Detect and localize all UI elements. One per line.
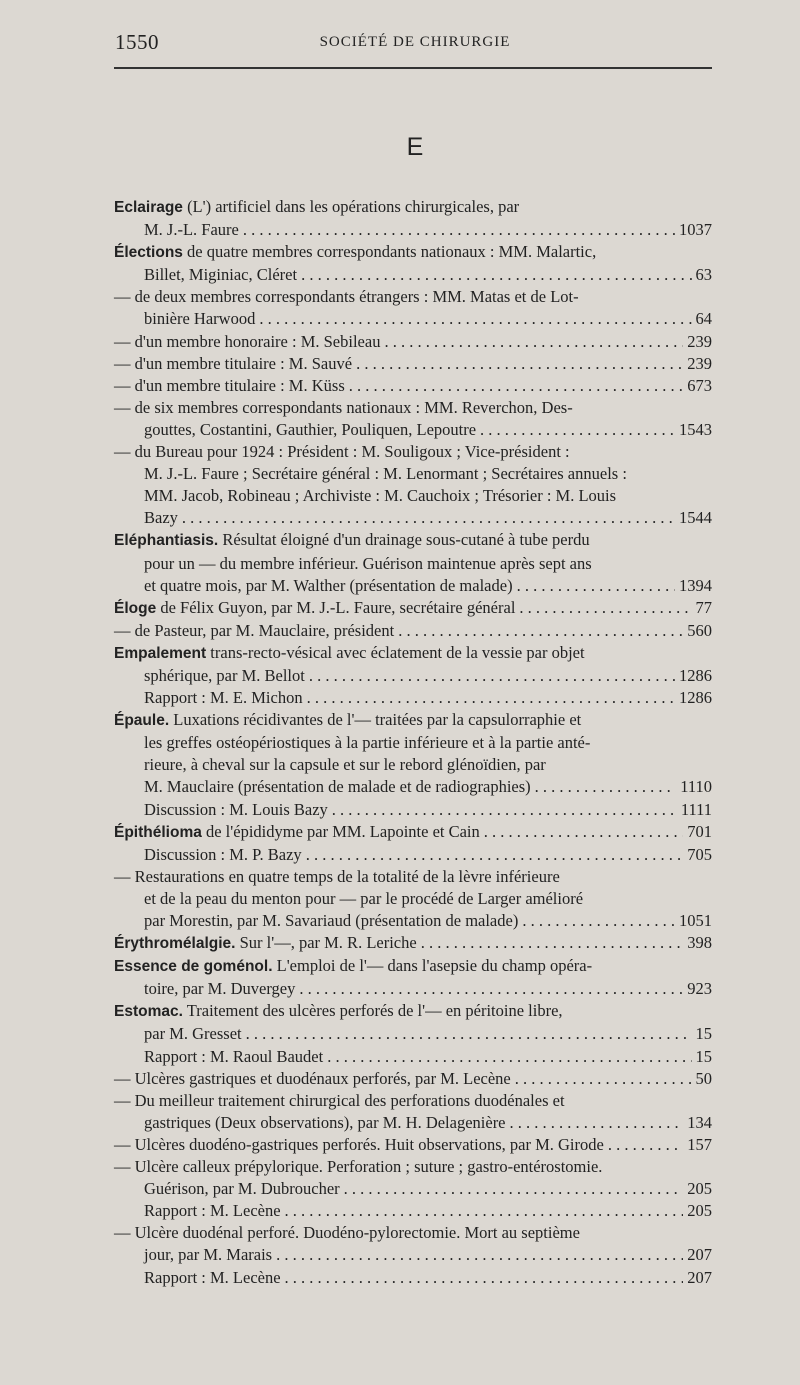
- entry-line: M. J.-L. Faure ; Secrétaire général : M. Lenormant ; Secrétaires annuels :: [144, 464, 627, 484]
- running-head: SOCIÉTÉ DE CHIRURGIE: [319, 34, 511, 50]
- page-ref: 134: [687, 1112, 712, 1132]
- page-ref: 560: [687, 620, 712, 640]
- index-entry: [114, 844, 712, 866]
- entry-text: Rapport : M. E. Michon: [144, 688, 303, 708]
- entry-last-line: [114, 932, 712, 955]
- index-entry: [114, 1267, 712, 1289]
- entry-last-line: [114, 910, 712, 932]
- entry-last-line: [114, 507, 712, 529]
- index-entry: [114, 1222, 712, 1266]
- entry-line: pour un — du membre inférieur. Guérison maintenue après sept ans: [144, 553, 592, 573]
- entry-text: — de Pasteur, par M. Mauclaire, président: [114, 620, 395, 640]
- entry-last-line: [114, 575, 712, 597]
- entry-last-line: [114, 1023, 712, 1045]
- entry-line: — Ulcère duodénal perforé. Duodéno-pylorectomie. Mort au septième: [114, 1223, 580, 1243]
- dot-leader: [309, 665, 675, 687]
- dot-leader: [243, 219, 675, 241]
- index-entry: [114, 1046, 712, 1068]
- index-entry: [114, 821, 712, 844]
- entry-last-line: [144, 1200, 712, 1222]
- index-entry: [114, 955, 712, 1000]
- page-ref: 701: [687, 821, 712, 841]
- index-entry: [114, 932, 712, 955]
- entry-last-line: [114, 308, 712, 330]
- dot-leader: [285, 1267, 684, 1289]
- page-ref: 205: [687, 1201, 712, 1221]
- index-entry: [114, 241, 712, 286]
- index-entry: [114, 687, 712, 709]
- entry-text: — d'un membre titulaire : M. Küss: [114, 375, 345, 395]
- entry-text: Billet, Miginiac, Cléret: [144, 265, 298, 285]
- index-entry: [114, 397, 712, 441]
- entry-line: — Ulcère calleux prépylorique. Perforation ; suture ; gastro-entérostomie.: [114, 1157, 603, 1177]
- page-ref: 207: [687, 1245, 712, 1265]
- index-entry: [114, 286, 712, 330]
- entry-last-line: [144, 1046, 712, 1068]
- entry-line: — du Bureau pour 1924 : Président : M. Souligoux ; Vice-président :: [114, 442, 570, 462]
- entry-text: Bazy: [144, 508, 178, 528]
- entry-last-line: [114, 331, 712, 353]
- entry-text: par Morestin, par M. Savariaud (présentation de malade): [144, 911, 519, 930]
- dot-leader: [332, 799, 677, 821]
- entry-text: Discussion : M. P. Bazy: [144, 844, 302, 864]
- entry-text: — Ulcères gastriques et duodénaux perforés, par M. Lecène: [114, 1068, 511, 1088]
- page-ref: 923: [687, 979, 712, 999]
- entry-text: M. Mauclaire (présentation de malade et de radiographies): [144, 777, 531, 797]
- page-ref: 239: [687, 331, 712, 351]
- dot-leader: [306, 844, 684, 866]
- entry-line: Empalement trans-recto-vésical avec éclatement de la vessie par objet: [114, 642, 585, 662]
- entry-line: Élections de quatre membres correspondants nationaux : MM. Malartic,: [114, 242, 597, 262]
- entry-text: toire, par M. Duvergey: [144, 979, 296, 999]
- entry-line: Estomac. Traitement des ulcères perforés de l'— en péritoine libre,: [114, 1001, 563, 1021]
- entry-text: gouttes, Costantini, Gauthier, Pouliquen, Lepoutre: [144, 419, 477, 439]
- entry-last-line: [114, 821, 712, 844]
- page-ref: 1111: [680, 799, 712, 819]
- entry-line: Eléphantiasis. Résultat éloigné d'un drainage sous-cutané à tube perdu: [114, 530, 590, 550]
- page-ref: 705: [687, 844, 712, 864]
- dot-leader: [299, 978, 683, 1000]
- entry-text: et quatre mois, par M. Walther (présentation de malade): [144, 575, 513, 595]
- entry-text: binière Harwood: [144, 309, 256, 329]
- index-entry: [114, 1000, 712, 1045]
- entry-last-line: [144, 1267, 712, 1289]
- page-ref: 1543: [679, 419, 712, 439]
- dot-leader: [327, 1046, 691, 1068]
- entry-text: par M. Gresset: [144, 1024, 242, 1044]
- page-ref: 1544: [679, 508, 712, 528]
- index-entry: [114, 196, 712, 241]
- dot-leader: [307, 687, 675, 709]
- page-ref: 1286: [679, 665, 712, 685]
- dot-leader: [421, 932, 684, 954]
- index-entry: [114, 1156, 712, 1200]
- entry-last-line: [114, 978, 712, 1000]
- entry-line: — de deux membres correspondants étrangers : MM. Matas et de Lot-: [114, 287, 579, 307]
- dot-leader: [519, 597, 691, 619]
- page-ref: 157: [687, 1134, 712, 1154]
- page-ref: 77: [695, 597, 712, 617]
- dot-leader: [510, 1112, 684, 1134]
- page-ref: 1110: [680, 777, 712, 797]
- entry-line: MM. Jacob, Robineau ; Archiviste : M. Cauchoix ; Trésorier : M. Louis: [144, 486, 617, 506]
- entry-last-line: [114, 1244, 712, 1266]
- page-header: [0, 30, 800, 60]
- entry-last-line: [144, 799, 712, 821]
- entry-last-line: [114, 665, 712, 687]
- entry-last-line: [114, 597, 712, 620]
- dot-leader: [484, 821, 683, 843]
- entry-text: sphérique, par M. Bellot: [144, 665, 305, 685]
- entry-line: rieure, à cheval sur la capsule et sur le rebord glénoïdien, par: [144, 755, 546, 775]
- entry-line: Épaule. Luxations récidivantes de l'— traitées par la capsulorraphie et: [114, 710, 582, 730]
- index-entry: [114, 709, 712, 798]
- entry-line: et de la peau du menton pour — par le procédé de Larger amélioré: [144, 888, 584, 908]
- entry-text: Rapport : M. Lecène: [144, 1201, 281, 1221]
- page-ref: 1037: [679, 220, 712, 240]
- dot-leader: [535, 776, 677, 798]
- entry-last-line: [114, 1178, 712, 1200]
- entry-last-line: [114, 620, 712, 642]
- index-entry: [114, 1090, 712, 1134]
- entry-last-line: [114, 219, 712, 241]
- entry-text: Rapport : M. Lecène: [144, 1267, 281, 1287]
- page-ref: 50: [695, 1068, 712, 1088]
- dot-leader: [398, 620, 683, 642]
- entry-last-line: [144, 687, 712, 709]
- dot-leader: [285, 1200, 684, 1222]
- index-entry: [114, 353, 712, 375]
- page-ref: 15: [695, 1046, 712, 1066]
- entry-text: Érythromélalgie. Sur l'—, par M. R. Leriche: [114, 933, 417, 953]
- entry-last-line: [114, 264, 712, 286]
- dot-leader: [356, 353, 683, 375]
- page-ref: 1051: [679, 911, 712, 930]
- entry-last-line: [114, 375, 712, 397]
- dot-leader: [517, 575, 675, 597]
- entry-text: M. J.-L. Faure: [144, 220, 239, 240]
- page-ref: 1394: [679, 575, 712, 595]
- page-ref: 64: [695, 309, 712, 329]
- index-entry: [114, 331, 712, 353]
- entry-text: Épithélioma de l'épididyme par MM. Lapointe et Cain: [114, 821, 480, 841]
- page-ref: 15: [695, 1024, 712, 1044]
- entry-text: Rapport : M. Raoul Baudet: [144, 1046, 324, 1066]
- index-entry: [114, 1200, 712, 1222]
- dot-leader: [522, 910, 675, 932]
- entry-line: — Restaurations en quatre temps de la totalité de la lèvre inférieure: [114, 866, 560, 886]
- entry-text: Discussion : M. Louis Bazy: [144, 799, 328, 819]
- entry-last-line: [114, 1134, 712, 1156]
- entry-line: Essence de goménol. L'emploi de l'— dans l'asepsie du champ opéra-: [114, 956, 593, 976]
- entry-last-line: [144, 844, 712, 866]
- page-ref: 673: [687, 375, 712, 395]
- index-entry: [114, 1068, 712, 1090]
- dot-leader: [301, 264, 691, 286]
- index-entry: [114, 597, 712, 620]
- entry-text: — Ulcères duodéno-gastriques perforés. Huit observations, par M. Girode: [114, 1134, 604, 1154]
- entry-last-line: [114, 1068, 712, 1090]
- entry-text: — d'un membre honoraire : M. Sebileau: [114, 331, 381, 351]
- dot-leader: [182, 507, 675, 529]
- entry-text: Éloge de Félix Guyon, par M. J.-L. Faure, secrétaire général: [114, 597, 516, 617]
- entry-line: les greffes ostéopériostiques à la partie inférieure et à la partie anté-: [144, 733, 591, 753]
- index-entry: [114, 620, 712, 642]
- entry-text: jour, par M. Marais: [144, 1245, 273, 1265]
- page-ref: 1286: [679, 688, 712, 708]
- page-number: 1550: [115, 30, 159, 54]
- entry-last-line: [114, 353, 712, 375]
- dot-leader: [276, 1244, 683, 1266]
- index-entry: [114, 866, 712, 932]
- entry-last-line: [114, 419, 712, 441]
- index-entry: [114, 799, 712, 821]
- index-entry: [114, 1134, 712, 1156]
- dot-leader: [608, 1134, 683, 1156]
- dot-leader: [344, 1178, 684, 1200]
- page-ref: 398: [687, 933, 712, 953]
- entry-last-line: [114, 776, 712, 798]
- entry-line: — de six membres correspondants nationaux : MM. Reverchon, Des-: [114, 397, 573, 417]
- page-ref: 63: [695, 265, 712, 285]
- dot-leader: [480, 419, 675, 441]
- dot-leader: [259, 308, 691, 330]
- index-entry: [114, 375, 712, 397]
- index-entries: [114, 196, 712, 1289]
- entry-text: Guérison, par M. Dubroucher: [144, 1179, 340, 1199]
- entry-text: gastriques (Deux observations), par M. H. Delagenière: [144, 1112, 506, 1132]
- index-entry: [114, 642, 712, 687]
- entry-line: — Du meilleur traitement chirurgical des perforations duodénales et: [114, 1090, 565, 1110]
- section-letter: E: [406, 133, 424, 161]
- dot-leader: [515, 1068, 692, 1090]
- entry-last-line: [114, 1112, 712, 1134]
- dot-leader: [246, 1023, 692, 1045]
- entry-text: — d'un membre titulaire : M. Sauvé: [114, 353, 353, 373]
- index-entry: [114, 441, 712, 529]
- dot-leader: [349, 375, 684, 397]
- dot-leader: [384, 331, 683, 353]
- page-ref: 205: [687, 1179, 712, 1199]
- header-rule: [114, 67, 712, 69]
- page-ref: 239: [687, 353, 712, 373]
- page-ref: 207: [687, 1267, 712, 1287]
- index-entry: [114, 529, 712, 596]
- entry-line: Eclairage (L') artificiel dans les opérations chirurgicales, par: [114, 197, 520, 216]
